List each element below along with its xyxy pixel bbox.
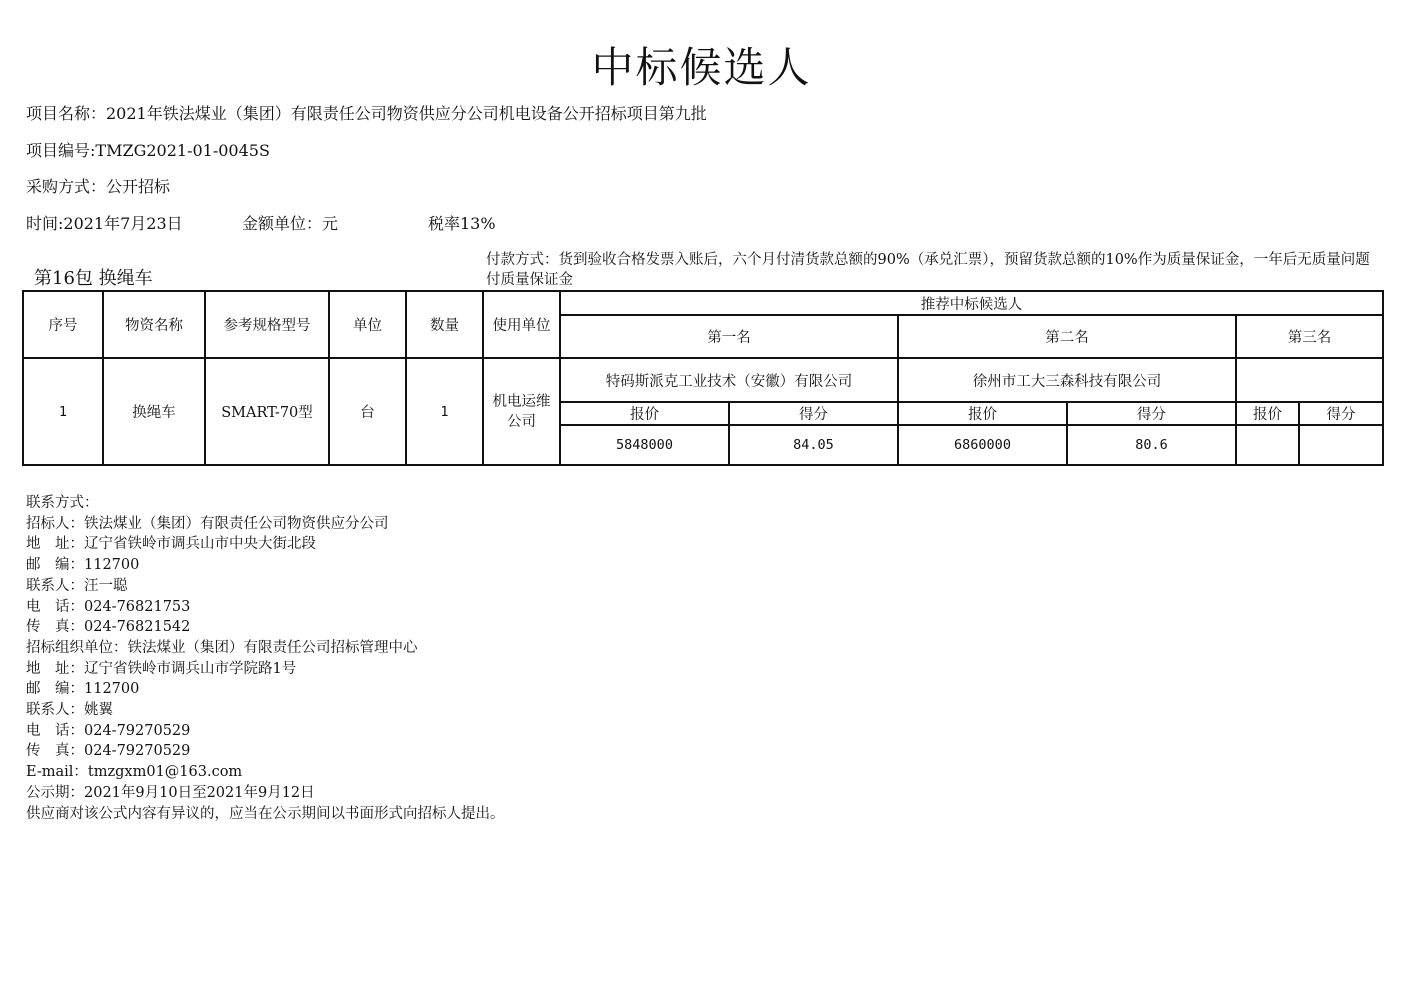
project-number: 项目编号:TMZG2021-01-0045S bbox=[26, 141, 270, 160]
agency-contact-person: 联系人：姚翼 bbox=[26, 702, 113, 719]
header-user-unit: 使用单位 bbox=[483, 291, 560, 358]
contact-section bbox=[26, 493, 505, 824]
header-material-name: 物资名称 bbox=[103, 291, 205, 358]
header-seq: 序号 bbox=[23, 291, 103, 358]
agency-postcode: 邮 编：112700 bbox=[26, 681, 140, 698]
header-third-place: 第三名 bbox=[1236, 315, 1383, 358]
label-third-score: 得分 bbox=[1299, 402, 1383, 425]
candidate-table bbox=[22, 290, 1384, 466]
cell-first-score: 84.05 bbox=[729, 425, 898, 465]
agency-fax: 传 真：024-79270529 bbox=[26, 743, 191, 760]
label-second-price: 报价 bbox=[898, 402, 1067, 425]
publish-time: 时间:2021年7月23日 bbox=[26, 214, 183, 233]
payment-terms: 付款方式：货到验收合格发票入账后，六个月付清货款总额的90%（承兑汇票），预留货款总额的10%作为质量保证金，一年后无质量问题付质量保证金 bbox=[486, 252, 1370, 288]
header-second-place: 第二名 bbox=[898, 315, 1236, 358]
label-third-price: 报价 bbox=[1236, 402, 1299, 425]
contact-heading: 联系方式： bbox=[26, 495, 99, 511]
agency: 招标组织单位：铁法煤业（集团）有限责任公司招标管理中心 bbox=[26, 639, 418, 656]
cell-quantity: 1 bbox=[406, 358, 483, 465]
purchase-method: 采购方式：公开招标 bbox=[26, 177, 171, 196]
header-unit: 单位 bbox=[329, 291, 406, 358]
label-second-score: 得分 bbox=[1067, 402, 1236, 425]
agency-phone: 电 话：024-79270529 bbox=[26, 722, 191, 739]
cell-spec: SMART-70型 bbox=[205, 358, 329, 465]
tenderer-fax: 传 真：024-76821542 bbox=[26, 619, 191, 636]
label-first-score: 得分 bbox=[729, 402, 898, 425]
tenderer-phone: 电 话：024-76821753 bbox=[26, 598, 191, 615]
header-recommended-candidates: 推荐中标候选人 bbox=[560, 291, 1383, 315]
cell-second-company: 徐州市工大三森科技有限公司 bbox=[898, 358, 1236, 402]
contact-email: E-mail：tmzgxm01@163.com bbox=[26, 764, 243, 781]
cell-third-company bbox=[1236, 358, 1383, 402]
label-first-price: 报价 bbox=[560, 402, 729, 425]
publicity-period: 公示期：2021年9月10日至2021年9月12日 bbox=[26, 784, 315, 801]
tenderer: 招标人：铁法煤业（集团）有限责任公司物资供应分公司 bbox=[26, 515, 389, 532]
cell-user-unit: 机电运维公司 bbox=[483, 358, 560, 465]
cell-first-company: 特码斯派克工业技术（安徽）有限公司 bbox=[560, 358, 898, 402]
header-first-place: 第一名 bbox=[560, 315, 898, 358]
tenderer-contact-person: 联系人：汪一聪 bbox=[26, 577, 128, 594]
currency-unit: 金额单位：元 bbox=[242, 214, 339, 233]
agency-address: 地 址：辽宁省铁岭市调兵山市学院路1号 bbox=[26, 660, 297, 677]
tenderer-address: 地 址：辽宁省铁岭市调兵山市中央大街北段 bbox=[26, 536, 316, 553]
package-label: 第16包 换绳车 bbox=[34, 268, 153, 289]
tenderer-postcode: 邮 编：112700 bbox=[26, 557, 140, 574]
header-spec: 参考规格型号 bbox=[205, 291, 329, 358]
cell-first-price: 5848000 bbox=[560, 425, 729, 465]
header-quantity: 数量 bbox=[406, 291, 483, 358]
cell-unit: 台 bbox=[329, 358, 406, 465]
cell-third-price bbox=[1236, 425, 1299, 465]
cell-second-price: 6860000 bbox=[898, 425, 1067, 465]
project-name: 项目名称：2021年铁法煤业（集团）有限责任公司物资供应分公司机电设备公开招标项目第九批 bbox=[26, 104, 707, 123]
objection-notice: 供应商对该公式内容有异议的，应当在公示期间以书面形式向招标人提出。 bbox=[26, 805, 505, 822]
cell-material-name: 换绳车 bbox=[103, 358, 205, 465]
page-title: 中标候选人 bbox=[591, 43, 812, 92]
cell-second-score: 80.6 bbox=[1067, 425, 1236, 465]
cell-seq: 1 bbox=[23, 358, 103, 465]
cell-third-score bbox=[1299, 425, 1383, 465]
tax-rate: 税率13% bbox=[428, 214, 496, 233]
